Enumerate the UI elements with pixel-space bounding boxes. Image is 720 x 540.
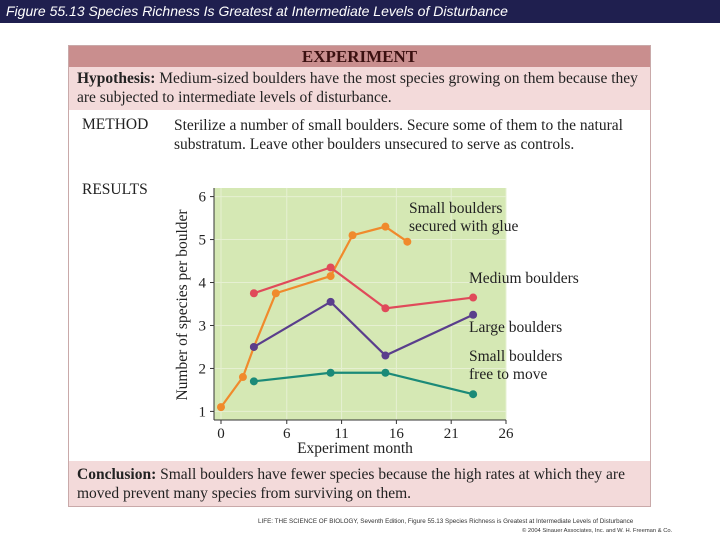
data-point <box>469 294 477 302</box>
data-point <box>381 369 389 377</box>
experiment-panel <box>68 45 651 507</box>
slide-title: Figure 55.13 Species Richness Is Greatest at Intermediate Levels of Disturbance <box>6 3 508 19</box>
hypothesis-label: Hypothesis: <box>77 70 156 87</box>
method-text: Sterilize a number of small boulders. Secure some of them to the natural substratum. Leave other boulders unsecured to serve as controls. <box>174 117 623 153</box>
data-point <box>381 352 389 360</box>
data-point <box>327 272 335 280</box>
results-label: RESULTS <box>82 181 148 198</box>
hypothesis-text: Medium-sized boulders have the most species growing on them because they are subjected to intermediate levels of disturbance. <box>77 70 638 106</box>
conclusion-box <box>69 461 650 506</box>
experiment-header: EXPERIMENT <box>69 46 650 67</box>
series-label: Medium boulders <box>469 270 579 287</box>
conclusion-label: Conclusion: <box>77 466 157 483</box>
data-point <box>250 289 258 297</box>
x-tick-label: 0 <box>217 426 225 442</box>
y-tick-label: 6 <box>198 189 206 206</box>
data-point <box>250 343 258 351</box>
data-point <box>217 403 225 411</box>
slide-title-bar <box>0 0 720 23</box>
x-tick-label: 11 <box>334 426 349 442</box>
y-tick-label: 5 <box>198 232 206 249</box>
credit-line: LIFE: THE SCIENCE OF BIOLOGY, Seventh Edition, Figure 55.13 Species Richness is Greatest at Intermediate Levels of Disturbance <box>258 518 634 525</box>
data-point <box>327 298 335 306</box>
data-point <box>469 311 477 319</box>
x-tick-label: 16 <box>388 426 404 442</box>
species-richness-chart <box>69 46 650 461</box>
y-tick-label: 2 <box>198 361 206 378</box>
data-point <box>327 263 335 271</box>
series-label: Large boulders <box>469 319 563 336</box>
x-tick-label: 26 <box>498 426 514 442</box>
data-point <box>250 377 258 385</box>
series-label: Small boulders secured with glue <box>409 200 519 235</box>
y-axis-label: Number of species per boulder <box>174 209 191 401</box>
conclusion-text: Small boulders have fewer species because the high rates at which they are moved prevent many species from surviving on them. <box>77 466 625 502</box>
x-tick-label: 6 <box>283 426 291 442</box>
x-axis-label: Experiment month <box>297 440 413 457</box>
y-tick-label: 3 <box>198 318 206 335</box>
series-label: Small boulders free to move <box>469 348 563 383</box>
y-tick-label: 1 <box>198 404 206 421</box>
data-point <box>381 223 389 231</box>
data-point <box>272 289 280 297</box>
data-point <box>469 390 477 398</box>
y-tick-label: 4 <box>198 275 206 292</box>
data-point <box>381 304 389 312</box>
data-point <box>403 238 411 246</box>
x-tick-label: 21 <box>443 426 459 442</box>
copyright-line: © 2004 Sinauer Associates, Inc. and W. H. Freeman & Co. <box>522 528 673 534</box>
data-point <box>239 373 247 381</box>
method-label: METHOD <box>82 116 149 133</box>
data-point <box>349 231 357 239</box>
data-point <box>327 369 335 377</box>
